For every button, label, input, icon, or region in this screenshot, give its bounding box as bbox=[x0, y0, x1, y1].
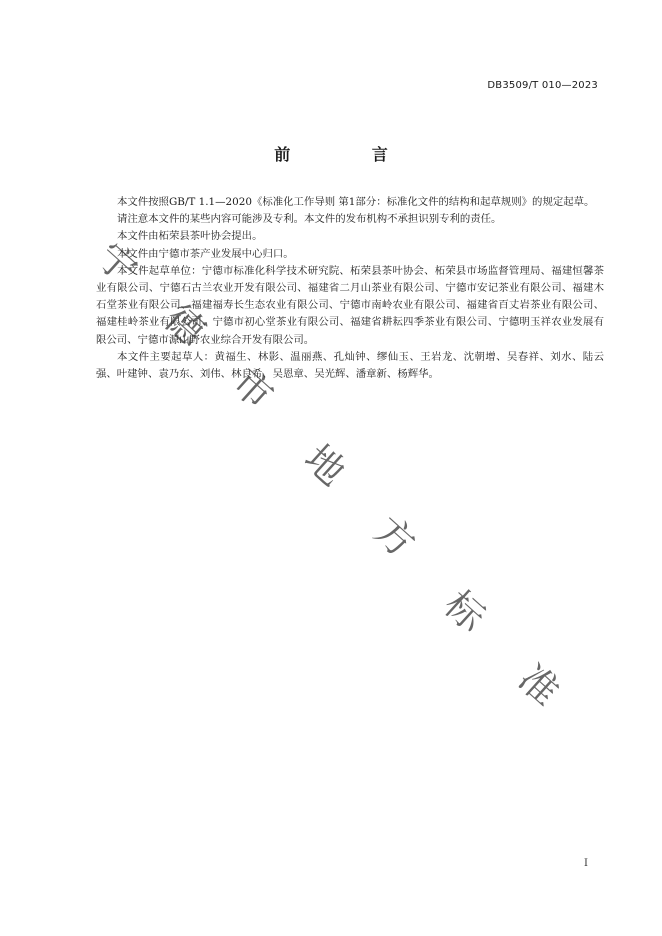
document-code: DB3509/T 010—2023 bbox=[487, 80, 598, 91]
paragraph-drafting-units: 本文件起草单位：宁德市标准化科学技术研究院、柘荣县茶叶协会、柘荣县市场监督管理局、福建恒馨茶业有限公司、宁德石古兰农业开发有限公司、福建省二月山茶业有限公司、宁德市安记茶业有限公司、福建木石堂茶业有限公司、福建福寿长生态农业有限公司、宁德市南岭农业有限公司、福建省百丈岩茶业有限公司、福建桂岭茶业有限公司、宁德市初心堂茶业有限公司、福建省耕耘四季茶业有限公司、宁德明玉祥农业发展有限公司、宁德市源山野农业综合开发有限公司。 bbox=[96, 264, 604, 346]
watermark-char-4: 地 bbox=[296, 435, 354, 495]
paragraph-drafting-rules: 本文件按照GB/T 1.1—2020《标准化工作导则 第1部分：标准化文件的结构和起草规则》的规定起草。 bbox=[117, 196, 595, 208]
foreword-body bbox=[96, 194, 604, 383]
watermark-char-6: 标 bbox=[436, 581, 494, 641]
watermark-char-3: 市 bbox=[224, 359, 282, 419]
page-title: 前 言 bbox=[274, 145, 426, 164]
watermark-char-5: 方 bbox=[366, 507, 424, 567]
watermark-char-7: 准 bbox=[510, 655, 568, 715]
paragraph-drafters: 本文件主要起草人：黄福生、林影、温丽燕、孔灿钟、缪仙玉、王岩龙、沈朝增、吴春祥、刘水、陆云强、叶建钟、袁乃东、刘伟、林良希、吴恩章、吴光辉、潘章新、杨辉华。 bbox=[96, 350, 604, 381]
paragraph-administrator: 本文件由宁德市茶产业发展中心归口。 bbox=[117, 247, 294, 260]
paragraph-patent-notice: 请注意本文件的某些内容可能涉及专利。本文件的发布机构不承担识别专利的责任。 bbox=[117, 213, 502, 226]
watermark-char-2: 德 bbox=[156, 295, 214, 355]
watermark-char-1: 宁 bbox=[88, 233, 146, 293]
paragraph-proposer: 本文件由柘荣县茶叶协会提出。 bbox=[117, 230, 263, 243]
page-number: I bbox=[584, 858, 588, 869]
